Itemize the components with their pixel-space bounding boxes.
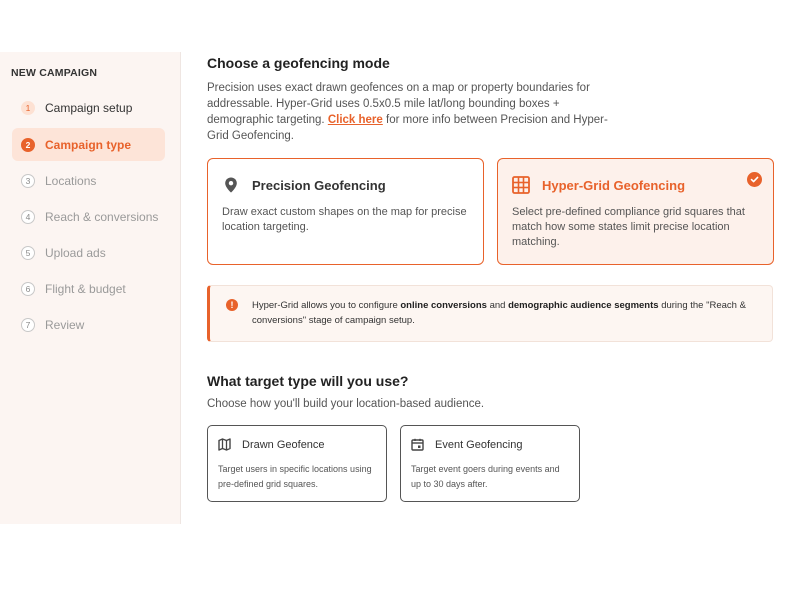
drawn-geofence-card[interactable] (207, 425, 387, 502)
step-review[interactable] (12, 308, 165, 341)
info-text-part: during the "Reach & conversions" stage of campaign setup. (252, 300, 746, 326)
description-text-end: for more info between Precision and Hyper-Grid Geofencing. (207, 114, 608, 142)
precision-geofencing-title-row (222, 176, 469, 194)
geofencing-mode-title: Choose a geofencing mode (207, 55, 390, 71)
info-bold-demographic-segments: demographic audience segments (508, 300, 659, 311)
map-pin-icon (222, 176, 240, 194)
step-label: Campaign setup (45, 100, 133, 115)
mode-description: Select pre-defined compliance grid squares that match how some states limit precise location matching. (512, 206, 745, 248)
step-label: Upload ads (45, 245, 106, 260)
hyper-grid-info-banner (207, 285, 773, 342)
step-locations[interactable] (12, 164, 165, 197)
step-upload-ads[interactable] (12, 236, 165, 269)
info-icon: ! (226, 299, 238, 311)
mode-description: Draw exact custom shapes on the map for precise location targeting. (222, 206, 467, 233)
check-icon (747, 172, 762, 187)
event-geofencing-title-row (411, 438, 569, 451)
target-type-title: What target type will you use? (207, 373, 409, 389)
step-number: 1 (21, 101, 35, 115)
geofencing-mode-description (207, 80, 617, 144)
map-icon (218, 438, 231, 451)
grid-icon (512, 176, 530, 194)
step-label: Locations (45, 173, 97, 188)
calendar-icon (411, 438, 424, 451)
precision-geofencing-card[interactable] (207, 158, 484, 265)
description-text: Precision uses exact drawn geofences on a map or property boundaries for addressable. Hyper-Grid uses 0.5x0.5 mile lat/long bounding boxes + demographic targeting. (207, 82, 590, 126)
info-text-part: Hyper-Grid allows you to configure (252, 300, 401, 311)
step-number: 5 (21, 246, 35, 260)
step-number: 4 (21, 210, 35, 224)
step-label: Flight & budget (45, 281, 126, 296)
step-number: 6 (21, 282, 35, 296)
step-number: 2 (21, 138, 35, 152)
step-campaign-type[interactable] (12, 128, 165, 161)
drawn-geofence-title-row (218, 438, 376, 451)
step-number: 3 (21, 174, 35, 188)
step-label: Reach & conversions (45, 209, 159, 224)
hyper-grid-geofencing-card[interactable] (497, 158, 774, 265)
step-flight-budget[interactable] (12, 272, 165, 305)
sidebar-heading: NEW CAMPAIGN (11, 67, 98, 79)
step-label: Campaign type (45, 137, 132, 152)
event-geofencing-card[interactable] (400, 425, 580, 502)
step-number: 7 (21, 318, 35, 332)
step-campaign-setup[interactable] (12, 91, 165, 124)
step-reach-conversions[interactable] (12, 200, 165, 233)
hyper-grid-geofencing-title-row (512, 176, 759, 194)
info-text-part: and (486, 300, 509, 311)
click-here-link[interactable]: Click here (327, 114, 383, 126)
step-label: Review (45, 317, 85, 332)
target-title: Event Geofencing (435, 438, 523, 451)
campaign-sidebar (0, 52, 181, 524)
target-type-subtitle: Choose how you'll build your location-based audience. (207, 398, 485, 410)
mode-title: Precision Geofencing (252, 177, 386, 193)
mode-title: Hyper-Grid Geofencing (542, 177, 686, 193)
info-bold-online-conversions: online conversions (400, 300, 487, 311)
target-description: Target event goers during events and up to 30 days after. (411, 464, 560, 489)
target-title: Drawn Geofence (242, 438, 325, 451)
info-text (252, 298, 758, 341)
target-description: Target users in specific locations using pre-defined grid squares. (218, 464, 372, 489)
